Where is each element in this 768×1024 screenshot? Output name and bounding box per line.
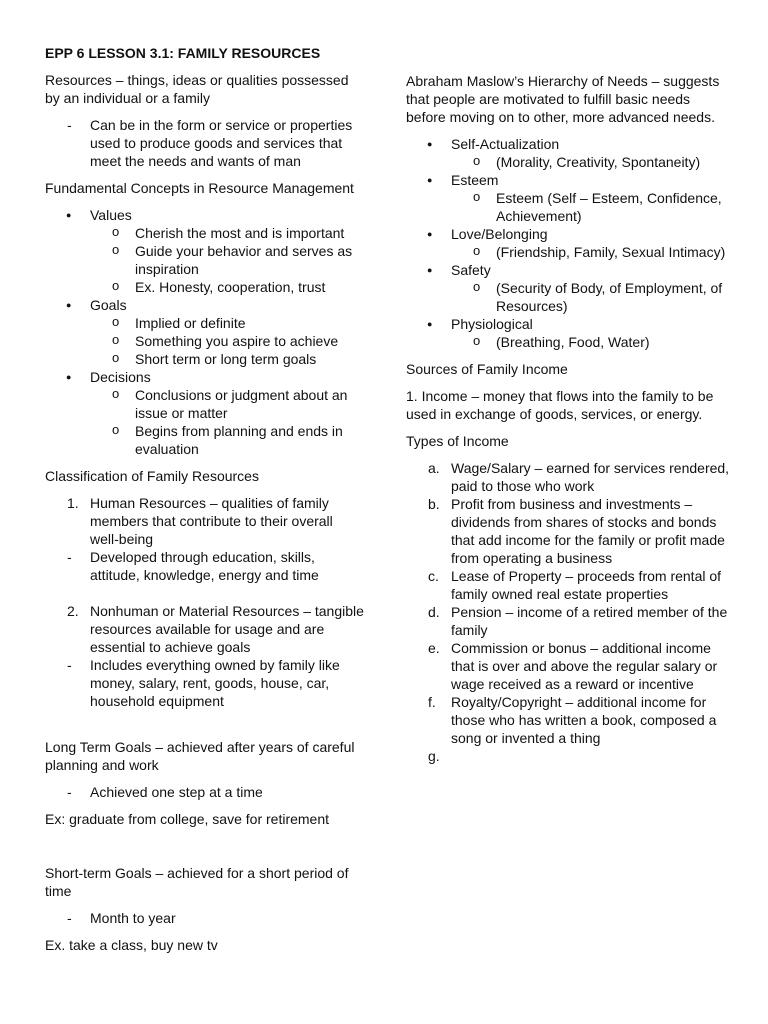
need-label: ● Love/Belonging: [451, 226, 548, 242]
concept-goals: [45, 296, 365, 368]
list-letter: g.: [428, 748, 440, 764]
nonhuman-sub-item: - Includes everything owned by family like money, salary, rent, goods, house, car, household equipment: [45, 656, 365, 710]
concept-sublist: [90, 386, 365, 458]
concept-decisions: [45, 368, 365, 458]
need-item: o (Security of Body, of Employment, of Resources): [451, 279, 730, 315]
income-type-text: Royalty/Copyright – additional income for those who has written a book, composed a song or invented a thing: [451, 694, 717, 746]
classification-list-1: [45, 494, 365, 548]
long-term-example: Ex: graduate from college, save for retirement: [45, 811, 330, 827]
concept-values: [45, 206, 365, 296]
need-label: ● Physiological: [451, 316, 533, 332]
need-self-actualization: [406, 135, 730, 171]
income-type-text: Profit from business and investments – dividends from shares of stocks and bonds that add income for the family or profit made from operating a business: [451, 496, 725, 566]
concept-item: o Implied or definite: [90, 314, 365, 332]
list-letter: b.: [428, 496, 440, 512]
long-term-sub-item: - Achieved one step at a time: [45, 783, 365, 801]
need-sublist: [451, 333, 730, 351]
short-term-sub-item: - Month to year: [45, 909, 365, 927]
list-letter: c.: [428, 568, 439, 584]
need-item: o (Morality, Creativity, Spontaneity): [451, 153, 730, 171]
need-sublist: [451, 189, 730, 225]
concept-item: o Ex. Honesty, cooperation, trust: [90, 278, 365, 296]
human-resources-item: [45, 494, 365, 548]
nonhuman-sublist: [45, 656, 365, 710]
need-label: ● Esteem: [451, 172, 499, 188]
page-title: EPP 6 LESSON 3.1: FAMILY RESOURCES: [45, 45, 321, 61]
right-column: [406, 72, 730, 774]
income-type-item: [406, 747, 730, 765]
income-type-item: [406, 639, 730, 693]
income-type-item: [406, 567, 730, 603]
need-sublist: [451, 279, 730, 315]
need-esteem: [406, 171, 730, 225]
list-letter: d.: [428, 604, 440, 620]
concept-item: o Cherish the most and is important: [90, 224, 365, 242]
income-type-item: [406, 693, 730, 747]
concept-item: o Conclusions or judgment about an issue or matter: [90, 386, 365, 422]
nonhuman-resources-text: Nonhuman or Material Resources – tangible resources available for usage and are essential to achieve goals: [90, 603, 364, 655]
need-label: ● Self-Actualization: [451, 136, 560, 152]
resources-sub-item: - Can be in the form or service or properties used to produce goods and services that meet the needs and wants of man: [45, 116, 365, 170]
long-term-goals: Long Term Goals – achieved after years of careful planning and work: [45, 739, 355, 773]
sources-heading: Sources of Family Income: [406, 361, 568, 377]
list-letter: e.: [428, 640, 440, 656]
need-love-belonging: [406, 225, 730, 261]
concept-label: ● Goals: [90, 297, 127, 313]
income-type-text: Commission or bonus – additional income that is over and above the regular salary or wage received as a reward or incentive: [451, 640, 718, 692]
concept-label: ● Values: [90, 207, 132, 223]
concept-sublist: [90, 314, 365, 368]
income-type-item: [406, 459, 730, 495]
short-term-example: Ex. take a class, buy new tv: [45, 937, 218, 953]
resources-sublist: [45, 116, 365, 170]
classification-heading: Classification of Family Resources: [45, 468, 259, 484]
spacer: [45, 719, 365, 738]
income-type-text: Lease of Property – proceeds from rental of family owned real estate properties: [451, 568, 722, 602]
need-item: o (Friendship, Family, Sexual Intimacy): [451, 243, 730, 261]
human-sublist: [45, 548, 365, 584]
list-number: 1.: [67, 495, 79, 511]
need-sublist: [451, 153, 730, 171]
maslow-paragraph: Abraham Maslow’s Hierarchy of Needs – suggests that people are motivated to fulfill basic needs before moving on to other, more advanced needs.: [406, 73, 720, 125]
concepts-list: [45, 206, 365, 458]
list-letter: a.: [428, 460, 440, 476]
concept-item: o Guide your behavior and serves as inspiration: [90, 242, 365, 278]
left-column: [45, 44, 365, 963]
concept-item: o Begins from planning and ends in evaluation: [90, 422, 365, 458]
concept-sublist: [90, 224, 365, 296]
concept-item: o Something you aspire to achieve: [90, 332, 365, 350]
needs-list: [406, 135, 730, 351]
classification-list-2: [45, 602, 365, 656]
types-heading: Types of Income: [406, 433, 509, 449]
need-item: o Esteem (Self – Esteem, Confidence, Achievement): [451, 189, 730, 225]
nonhuman-resources-item: [45, 602, 365, 656]
income-type-text: Pension – income of a retired member of the family: [451, 604, 728, 638]
income-types-list: [406, 459, 730, 765]
need-item: o (Breathing, Food, Water): [451, 333, 730, 351]
spacer: [45, 837, 365, 864]
list-letter: f.: [428, 694, 436, 710]
income-type-item: [406, 495, 730, 567]
list-number: 2.: [67, 603, 79, 619]
human-resources-text: Human Resources – qualities of family members that contribute to their overall well-being: [90, 495, 333, 547]
short-term-goals: Short-term Goals – achieved for a short period of time: [45, 865, 349, 899]
resources-definition: Resources – things, ideas or qualities possessed by an individual or a family: [45, 72, 349, 106]
short-term-sublist: [45, 909, 365, 927]
need-label: ● Safety: [451, 262, 491, 278]
concept-label: ● Decisions: [90, 369, 151, 385]
long-term-sublist: [45, 783, 365, 801]
income-definition: 1. Income – money that flows into the family to be used in exchange of goods, services, or energy.: [406, 388, 714, 422]
fundamental-heading: Fundamental Concepts in Resource Management: [45, 180, 354, 196]
need-sublist: [451, 243, 730, 261]
concept-item: o Short term or long term goals: [90, 350, 365, 368]
need-safety: [406, 261, 730, 315]
income-type-text: Wage/Salary – earned for services rendered, paid to those who work: [451, 460, 730, 494]
need-physiological: [406, 315, 730, 351]
human-sub-item: - Developed through education, skills, attitude, knowledge, energy and time: [45, 548, 365, 584]
income-type-item: [406, 603, 730, 639]
